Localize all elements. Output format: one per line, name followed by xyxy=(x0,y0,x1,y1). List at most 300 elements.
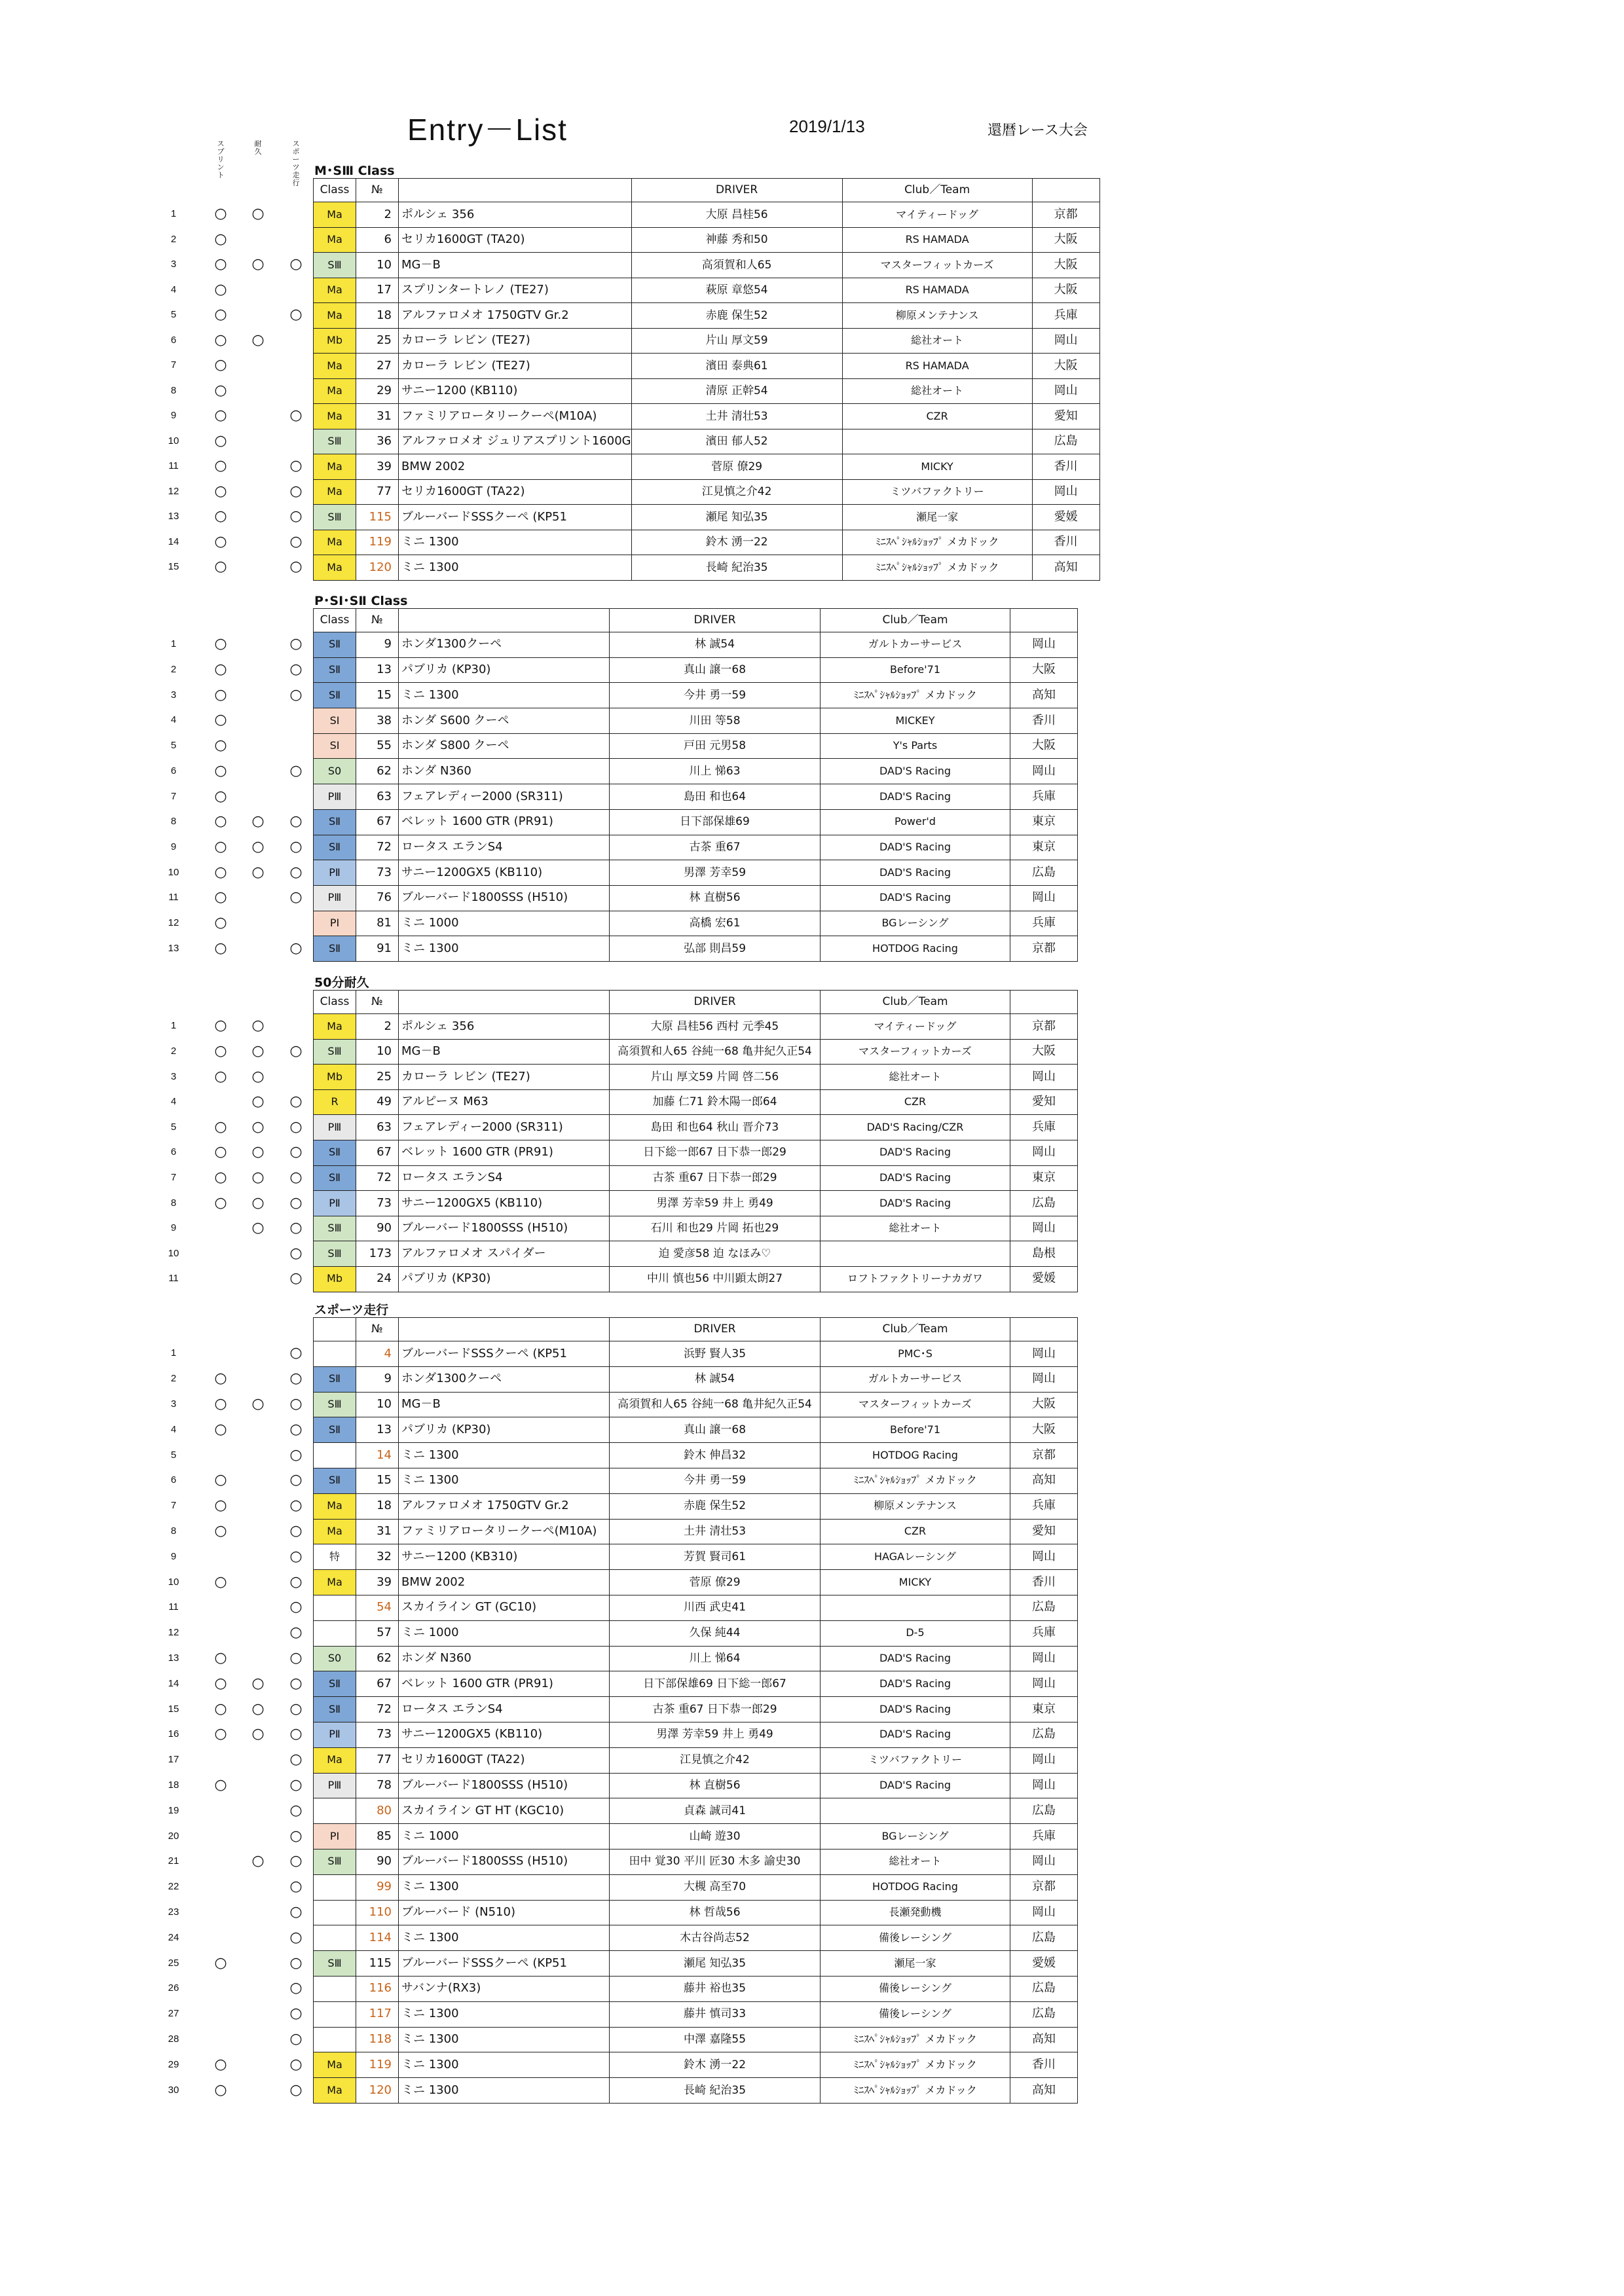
class-cell xyxy=(314,1976,356,2001)
car-name: セリカ1600GT (TA20) xyxy=(399,227,632,253)
class-cell: Ma xyxy=(314,454,356,480)
row-index: 7 xyxy=(170,1171,177,1183)
car-number: 76 xyxy=(356,885,399,911)
driver-name: 今井 勇一59 xyxy=(610,683,821,708)
row-index: 5 xyxy=(170,1449,177,1461)
class-cell: SⅢ xyxy=(314,429,356,454)
class-cell xyxy=(314,1925,356,1951)
row-index: 13 xyxy=(168,942,179,954)
col-header-driver: DRIVER xyxy=(610,1318,821,1341)
club-team: HOTDOG Racing xyxy=(821,1443,1010,1468)
sports-mark: ○ xyxy=(289,1220,303,1237)
table-row xyxy=(314,1089,1078,1115)
driver-name: 弘部 則昌59 xyxy=(610,936,821,962)
car-name: ブルーバードSSSクーペ (KP51 xyxy=(399,505,632,530)
class-cell: SⅠ xyxy=(314,733,356,759)
table-row xyxy=(314,708,1078,734)
row-index: 3 xyxy=(170,1398,177,1410)
prefecture: 岡山 xyxy=(1032,479,1099,505)
car-name: ブルーバードSSSクーペ (KP51 xyxy=(399,1951,610,1977)
sports-mark: ○ xyxy=(289,1144,303,1161)
club-team: DAD'S Racing xyxy=(821,1165,1010,1191)
class-cell: SⅡ xyxy=(314,632,356,658)
club-team: ミツバファクトリー xyxy=(821,1747,1010,1773)
sports-mark: ○ xyxy=(289,1700,303,1717)
car-number: 110 xyxy=(356,1900,399,1925)
sports-mark: ○ xyxy=(289,1497,303,1514)
prefecture: 岡山 xyxy=(1010,1140,1078,1165)
table-row xyxy=(314,1697,1078,1722)
class-cell: PⅠ xyxy=(314,911,356,936)
row-index: 24 xyxy=(168,1931,179,1943)
table-row xyxy=(314,2078,1078,2104)
prefecture: 兵庫 xyxy=(1010,1115,1078,1140)
car-name: ミニ 1300 xyxy=(399,530,632,555)
table-row xyxy=(314,1849,1078,1874)
club-team: DAD'S Racing xyxy=(821,1722,1010,1747)
col-header-club: Club／Team xyxy=(821,609,1010,632)
club-team: BGレーシング xyxy=(821,1824,1010,1850)
car-name: BMW 2002 xyxy=(399,454,632,480)
sports-mark: ○ xyxy=(289,1751,303,1768)
car-number: 72 xyxy=(356,835,399,860)
col-header-car xyxy=(399,609,610,632)
car-number: 85 xyxy=(356,1824,399,1850)
car-number: 72 xyxy=(356,1165,399,1191)
sprint-mark: ○ xyxy=(214,407,227,424)
table-row xyxy=(314,1976,1078,2001)
sports-mark: ○ xyxy=(289,813,303,830)
driver-name: 高須賀和人65 xyxy=(631,253,842,278)
sports-mark: ○ xyxy=(289,558,303,575)
sprint-mark: ○ xyxy=(214,838,227,855)
prefecture: 京都 xyxy=(1010,1874,1078,1900)
col-header-no: № xyxy=(356,609,399,632)
sprint-mark: ○ xyxy=(214,1144,227,1161)
prefecture: 兵庫 xyxy=(1010,1824,1078,1850)
sports-mark: ○ xyxy=(289,1929,303,1946)
car-name: スプリンタートレノ (TE27) xyxy=(399,278,632,303)
prefecture: 兵庫 xyxy=(1032,303,1099,329)
class-cell: SⅢ xyxy=(314,1951,356,1977)
driver-name: 清原 正幹54 xyxy=(631,378,842,404)
table-row xyxy=(314,759,1078,784)
row-index: 11 xyxy=(168,460,179,472)
club-team: ロフトファクトリーナカガワ xyxy=(821,1266,1010,1292)
sprint-mark: ○ xyxy=(214,1777,227,1793)
table-row xyxy=(314,860,1078,886)
table-row xyxy=(314,2027,1078,2052)
car-number: 114 xyxy=(356,1925,399,1951)
col-header-class: Class xyxy=(314,179,356,202)
class-cell: Ma xyxy=(314,354,356,379)
driver-name: 萩原 章悠54 xyxy=(631,278,842,303)
table-row xyxy=(314,1773,1078,1798)
car-number: 119 xyxy=(356,2052,399,2078)
prefecture: 愛媛 xyxy=(1032,505,1099,530)
prefecture: 大阪 xyxy=(1010,1417,1078,1443)
row-index: 19 xyxy=(168,1804,179,1816)
prefecture: 大阪 xyxy=(1032,278,1099,303)
sprint-mark: ○ xyxy=(214,357,227,374)
sprint-mark: ○ xyxy=(214,508,227,525)
club-team: BGレーシング xyxy=(821,911,1010,936)
class-cell: Ma xyxy=(314,227,356,253)
col-header-club: Club／Team xyxy=(821,991,1010,1014)
club-team: DAD'S Racing xyxy=(821,1671,1010,1697)
table-row xyxy=(314,1595,1078,1620)
prefecture: 香川 xyxy=(1010,1570,1078,1595)
sports-mark: ○ xyxy=(289,686,303,703)
car-number: 81 xyxy=(356,911,399,936)
endurance-mark: ○ xyxy=(251,1118,265,1135)
driver-name: 長崎 紀治35 xyxy=(631,555,842,581)
col-header-pref xyxy=(1032,179,1099,202)
prefecture: 香川 xyxy=(1032,530,1099,555)
car-name: ホンダ N360 xyxy=(399,1646,610,1671)
section-title: スポーツ走行 xyxy=(314,1303,389,1317)
class-cell: PⅢ xyxy=(314,784,356,810)
car-name: ミニ 1300 xyxy=(399,1468,610,1493)
club-team: HOTDOG Racing xyxy=(821,936,1010,962)
table-row xyxy=(314,885,1078,911)
sprint-mark: ○ xyxy=(214,1396,227,1412)
sprint-mark: ○ xyxy=(214,1497,227,1514)
car-name: ミニ 1300 xyxy=(399,1443,610,1468)
endurance-mark: ○ xyxy=(251,813,265,830)
sports-mark: ○ xyxy=(289,533,303,550)
sprint-mark: ○ xyxy=(214,331,227,348)
prefecture: 広島 xyxy=(1010,860,1078,886)
car-number: 120 xyxy=(356,2078,399,2104)
driver-name: 島田 和也64 xyxy=(610,784,821,810)
row-index: 10 xyxy=(168,1576,179,1588)
class-cell: S0 xyxy=(314,759,356,784)
endurance-mark: ○ xyxy=(251,1169,265,1186)
table-row xyxy=(314,1115,1078,1140)
class-cell: SⅠ xyxy=(314,708,356,734)
prefecture: 岡山 xyxy=(1010,759,1078,784)
club-team: 柳原メンテナンス xyxy=(842,303,1032,329)
row-index: 7 xyxy=(170,790,177,802)
class-cell xyxy=(314,1620,356,1646)
sports-mark: ○ xyxy=(289,1421,303,1438)
sprint-mark: ○ xyxy=(214,1726,227,1743)
car-number: 38 xyxy=(356,708,399,734)
car-number: 17 xyxy=(356,278,399,303)
car-number: 73 xyxy=(356,860,399,886)
table-row xyxy=(314,784,1078,810)
club-team: DAD'S Racing xyxy=(821,885,1010,911)
car-number: 72 xyxy=(356,1697,399,1722)
club-team xyxy=(821,1595,1010,1620)
car-number: 67 xyxy=(356,809,399,835)
sports-mark: ○ xyxy=(289,1118,303,1135)
sprint-mark: ○ xyxy=(214,864,227,881)
row-index: 3 xyxy=(170,259,177,270)
car-number: 120 xyxy=(356,555,399,581)
driver-name: 林 誠54 xyxy=(610,1366,821,1392)
row-index: 9 xyxy=(170,841,177,852)
endurance-mark: ○ xyxy=(251,838,265,855)
car-number: 77 xyxy=(356,479,399,505)
row-index: 4 xyxy=(170,1096,177,1108)
car-number: 18 xyxy=(356,1493,399,1519)
driver-name: 島田 和也64 秋山 晋介73 xyxy=(610,1115,821,1140)
club-team: ミツバファクトリー xyxy=(842,479,1032,505)
prefecture: 岡山 xyxy=(1010,885,1078,911)
endurance-mark: ○ xyxy=(251,1675,265,1692)
car-name: アルファロメオ 1750GTV Gr.2 xyxy=(399,1493,610,1519)
class-cell: SⅡ xyxy=(314,936,356,962)
club-team: ﾐﾆｽﾍﾟｼｬﾙｼｮｯﾌﾟ メカドック xyxy=(842,530,1032,555)
class-cell: PⅡ xyxy=(314,1722,356,1747)
table-row xyxy=(314,1366,1078,1392)
driver-name: 男澤 芳幸59 井上 勇49 xyxy=(610,1191,821,1216)
car-name: カローラ レビン (TE27) xyxy=(399,354,632,379)
driver-name: 瀬尾 知弘35 xyxy=(610,1951,821,1977)
car-number: 14 xyxy=(356,1443,399,1468)
prefecture: 東京 xyxy=(1010,1165,1078,1191)
driver-name: 山崎 遊30 xyxy=(610,1824,821,1850)
driver-name: 日下部保雄69 xyxy=(610,809,821,835)
car-number: 39 xyxy=(356,454,399,480)
prefecture: 岡山 xyxy=(1010,632,1078,658)
row-index: 5 xyxy=(170,309,177,321)
club-team: CZR xyxy=(821,1519,1010,1544)
car-name: BMW 2002 xyxy=(399,1570,610,1595)
table-row xyxy=(314,1341,1078,1367)
club-team: ﾐﾆｽﾍﾟｼｬﾙｼｮｯﾌﾟ メカドック xyxy=(821,2052,1010,2078)
col-header-class: Class xyxy=(314,991,356,1014)
driver-name: 片山 厚文59 xyxy=(631,328,842,354)
car-name: ベレット 1600 GTR (PR91) xyxy=(399,809,610,835)
row-index: 21 xyxy=(168,1855,179,1867)
row-index: 6 xyxy=(170,765,177,776)
row-index: 3 xyxy=(170,689,177,701)
row-index: 22 xyxy=(168,1881,179,1893)
table-row xyxy=(314,227,1100,253)
table-row xyxy=(314,429,1100,454)
class-cell: 特 xyxy=(314,1544,356,1570)
class-cell: PⅢ xyxy=(314,885,356,911)
class-cell xyxy=(314,1874,356,1900)
prefecture: 岡山 xyxy=(1010,1341,1078,1367)
table-row xyxy=(314,1392,1078,1417)
driver-name: 久保 純44 xyxy=(610,1620,821,1646)
driver-name: 高須賀和人65 谷純一68 亀井紀久正54 xyxy=(610,1039,821,1065)
sprint-mark: ○ xyxy=(214,1118,227,1135)
club-team: Before'71 xyxy=(821,657,1010,683)
club-team: ﾐﾆｽﾍﾟｼｬﾙｼｮｯﾌﾟ メカドック xyxy=(821,2027,1010,2052)
table-row xyxy=(314,1900,1078,1925)
car-name: ミニ 1000 xyxy=(399,1620,610,1646)
sprint-mark: ○ xyxy=(214,1472,227,1489)
driver-name: 古茶 重67 日下恭一郎29 xyxy=(610,1697,821,1722)
club-team: DAD'S Racing xyxy=(821,1140,1010,1165)
sprint-mark: ○ xyxy=(214,939,227,957)
endurance-mark: ○ xyxy=(251,206,265,223)
driver-name: 迫 愛彦58 迫 なほみ♡ xyxy=(610,1241,821,1267)
prefecture: 岡山 xyxy=(1010,1544,1078,1570)
prefecture: 岡山 xyxy=(1010,1900,1078,1925)
club-team: MICKEY xyxy=(821,708,1010,734)
club-team: RS HAMADA xyxy=(842,278,1032,303)
table-row xyxy=(314,1544,1078,1570)
row-index: 17 xyxy=(168,1754,179,1766)
car-number: 63 xyxy=(356,784,399,810)
sports-mark: ○ xyxy=(289,1548,303,1565)
sprint-mark: ○ xyxy=(214,1700,227,1717)
table-row xyxy=(314,303,1100,329)
prefecture: 岡山 xyxy=(1010,1747,1078,1773)
class-cell: SⅢ xyxy=(314,1039,356,1065)
sports-mark: ○ xyxy=(289,1599,303,1616)
sprint-mark: ○ xyxy=(214,558,227,575)
prefecture: 岡山 xyxy=(1010,1065,1078,1090)
car-name: ベレット 1600 GTR (PR91) xyxy=(399,1671,610,1697)
table-row xyxy=(314,1216,1078,1241)
row-index: 12 xyxy=(168,485,179,497)
row-index: 14 xyxy=(168,1677,179,1689)
club-team: MICKY xyxy=(821,1570,1010,1595)
row-index: 26 xyxy=(168,1982,179,1994)
sports-mark: ○ xyxy=(289,1954,303,1971)
car-number: 90 xyxy=(356,1216,399,1241)
row-index: 2 xyxy=(170,664,177,676)
class-cell: PⅡ xyxy=(314,1191,356,1216)
prefecture: 東京 xyxy=(1010,835,1078,860)
col-header-class: Class xyxy=(314,609,356,632)
class-cell: Ma xyxy=(314,303,356,329)
car-number: 2 xyxy=(356,202,399,228)
row-index: 28 xyxy=(168,2033,179,2045)
col-header-pref xyxy=(1010,609,1078,632)
car-number: 117 xyxy=(356,2001,399,2027)
prefecture: 岡山 xyxy=(1010,1366,1078,1392)
car-name: ホンダ1300クーペ xyxy=(399,1366,610,1392)
sprint-mark: ○ xyxy=(214,306,227,323)
car-number: 15 xyxy=(356,683,399,708)
class-cell: Ma xyxy=(314,1519,356,1544)
club-team: MICKY xyxy=(842,454,1032,480)
row-index: 23 xyxy=(168,1906,179,1918)
car-name: ホンダ1300クーペ xyxy=(399,632,610,658)
driver-name: 菅原 僚29 xyxy=(610,1570,821,1595)
driver-name: 芳賀 賢司61 xyxy=(610,1544,821,1570)
row-index: 18 xyxy=(168,1779,179,1791)
table-row xyxy=(314,1951,1078,1977)
car-name: カローラ レビン (TE27) xyxy=(399,1065,610,1090)
car-number: 62 xyxy=(356,1646,399,1671)
car-name: パブリカ (KP30) xyxy=(399,1417,610,1443)
sports-mark: ○ xyxy=(289,2056,303,2073)
prefecture: 京都 xyxy=(1010,1443,1078,1468)
class-cell xyxy=(314,1798,356,1824)
club-team: RS HAMADA xyxy=(842,354,1032,379)
prefecture: 愛知 xyxy=(1010,1089,1078,1115)
sprint-mark: ○ xyxy=(214,1370,227,1387)
car-name: ミニ 1300 xyxy=(399,555,632,581)
club-team: DAD'S Racing xyxy=(821,1191,1010,1216)
col-header-no: № xyxy=(356,1318,399,1341)
club-team: CZR xyxy=(821,1089,1010,1115)
driver-name: 川上 悌63 xyxy=(610,759,821,784)
table-row xyxy=(314,278,1100,303)
prefecture: 広島 xyxy=(1010,1925,1078,1951)
sprint-mark: ○ xyxy=(214,686,227,703)
entry-table xyxy=(313,1317,1078,2104)
prefecture: 京都 xyxy=(1032,202,1099,228)
sports-mark: ○ xyxy=(289,306,303,323)
class-cell: Ma xyxy=(314,1014,356,1040)
car-number: 78 xyxy=(356,1773,399,1798)
sports-mark: ○ xyxy=(289,1042,303,1059)
class-cell: SⅢ xyxy=(314,1241,356,1267)
sports-mark: ○ xyxy=(289,2031,303,2047)
car-number: 10 xyxy=(356,1039,399,1065)
car-name: アルファロメオ 1750GTV Gr.2 xyxy=(399,303,632,329)
class-cell: Ma xyxy=(314,278,356,303)
sprint-mark: ○ xyxy=(214,1068,227,1085)
endurance-mark: ○ xyxy=(251,1068,265,1085)
class-cell: SⅡ xyxy=(314,1366,356,1392)
club-team: 総社オート xyxy=(821,1216,1010,1241)
club-team: RS HAMADA xyxy=(842,227,1032,253)
car-name: ブルーバード1800SSS (H510) xyxy=(399,885,610,911)
section-title: P･SⅠ･SⅡ Class xyxy=(314,594,408,608)
club-team xyxy=(821,1798,1010,1824)
doc-title: Entry－List xyxy=(407,113,568,147)
car-number: 13 xyxy=(356,1417,399,1443)
driver-name: 土井 清壮53 xyxy=(631,404,842,429)
car-name: MG－B xyxy=(399,1039,610,1065)
car-name: ミニ 1300 xyxy=(399,1925,610,1951)
club-team: DAD'S Racing xyxy=(821,835,1010,860)
car-number: 62 xyxy=(356,759,399,784)
car-number: 24 xyxy=(356,1266,399,1292)
car-number: 31 xyxy=(356,1519,399,1544)
club-team: DAD'S Racing/CZR xyxy=(821,1115,1010,1140)
club-team: ﾐﾆｽﾍﾟｼｬﾙｼｮｯﾌﾟ メカドック xyxy=(842,555,1032,581)
col-header-pref xyxy=(1010,1318,1078,1341)
section-title: 50分耐久 xyxy=(314,975,369,990)
sports-mark: ○ xyxy=(289,939,303,957)
sprint-mark: ○ xyxy=(214,1523,227,1539)
car-number: 116 xyxy=(356,1976,399,2001)
driver-name: 大原 昌桂56 西村 元季45 xyxy=(610,1014,821,1040)
club-team: ガルトカーサービス xyxy=(821,632,1010,658)
table-row xyxy=(314,1468,1078,1493)
class-cell: PⅢ xyxy=(314,1115,356,1140)
row-index: 1 xyxy=(170,638,177,650)
sports-mark: ○ xyxy=(289,838,303,855)
sprint-mark: ○ xyxy=(214,256,227,273)
table-row xyxy=(314,632,1078,658)
class-cell: Ma xyxy=(314,1493,356,1519)
sprint-mark: ○ xyxy=(214,712,227,729)
driver-name: 神藤 秀和50 xyxy=(631,227,842,253)
class-cell: SⅡ xyxy=(314,1165,356,1191)
driver-name: 今井 勇一59 xyxy=(610,1468,821,1493)
table-row xyxy=(314,1014,1078,1040)
row-index: 20 xyxy=(168,1830,179,1842)
car-number: 73 xyxy=(356,1722,399,1747)
row-index: 12 xyxy=(168,917,179,929)
prefecture: 東京 xyxy=(1010,1697,1078,1722)
row-index: 12 xyxy=(168,1627,179,1639)
sprint-mark: ○ xyxy=(214,1421,227,1438)
